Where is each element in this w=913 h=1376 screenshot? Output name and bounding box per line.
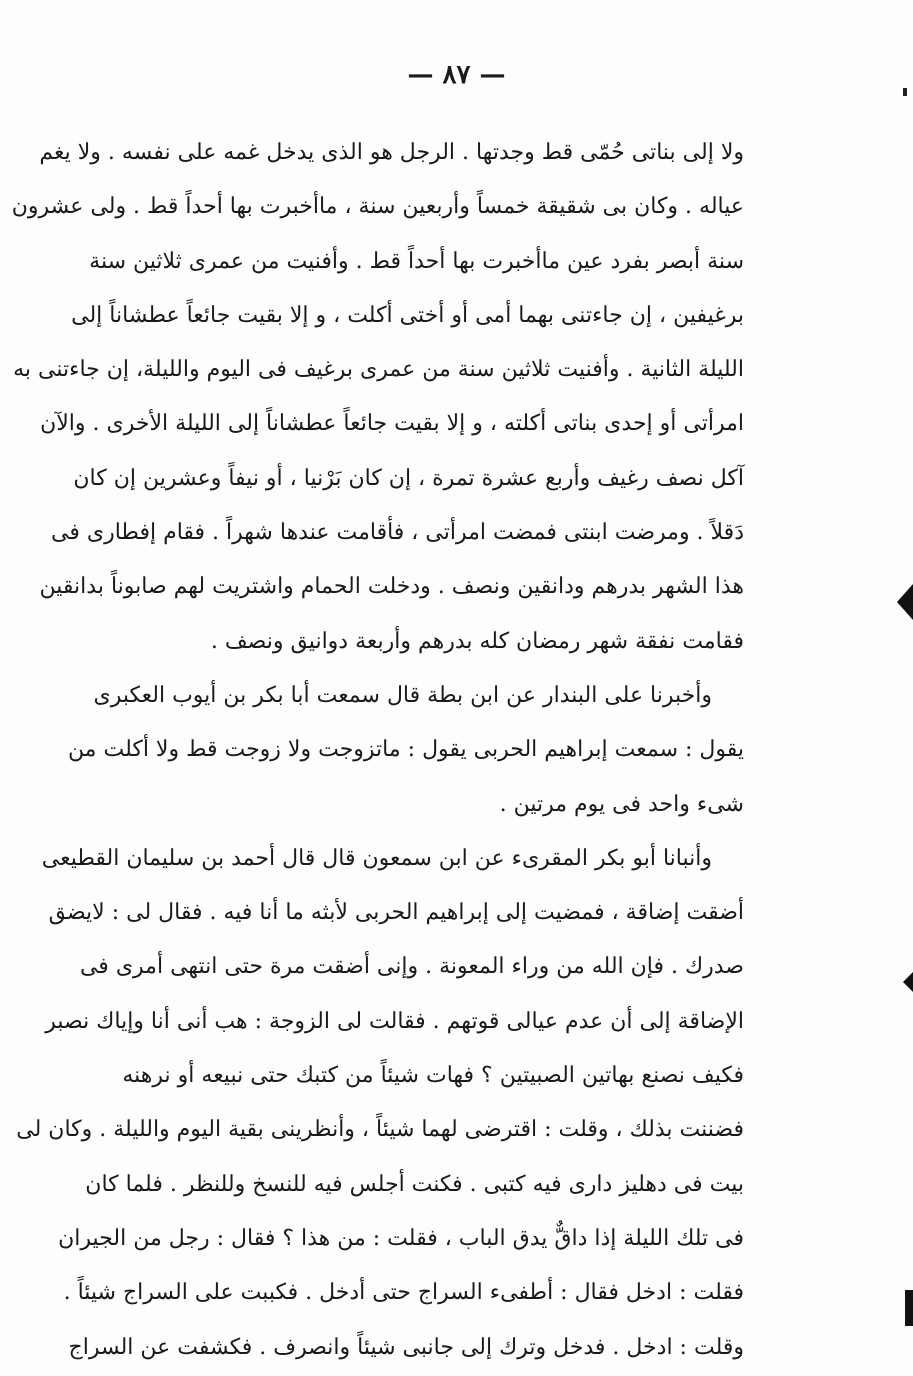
text-line: يقول : سمعت إبراهيم الحربى يقول : ماتزوجت ولا زوجت قط ولا أكلت من <box>67 737 744 763</box>
text-line: وقلت : ادخل . فدخل وترك إلى جانبى شيئاً وانصرف . فكشفت عن السراج <box>68 1334 744 1360</box>
text-line: هذا الشهر بدرهم ودانقين ونصف . ودخلت الحمام واشتريت لهم صابوناً بدانقين <box>39 574 744 600</box>
text-line: الإضاقة إلى أن عدم عيالى قوتهم . فقالت لى الزوجة : هب أنى أنا وإياك نصبر <box>45 1008 744 1034</box>
body-text <box>11 126 744 1375</box>
text-line: ولا إلى بناتى حُمّى قط وجدتها . الرجل هو الذى يدخل غمه على نفسه . ولا يغم <box>39 140 744 165</box>
scan-mark <box>903 88 907 96</box>
scan-edge-bar <box>905 1290 913 1326</box>
text-line: بيت فى دهليز دارى فيه كتبى . فكنت أجلس فيه للنسخ وللنظر . فلما كان <box>85 1171 744 1197</box>
page-number: — ٨٧ — <box>407 60 506 90</box>
text-line: فى تلك الليلة إذا داقٌّ يدق الباب ، فقلت : من هذا ؟ فقال : رجل من الجيران <box>58 1225 744 1251</box>
text-line: برغيفين ، إن جاءتنى بهما أمى أو أختى أكلت ، و إلا بقيت جائعاً عطشاناً إلى <box>71 302 744 328</box>
text-line: امرأتى أو إحدى بناتى أكلته ، و إلا بقيت جائعاً عطشاناً إلى الليلة الأخرى . والآن <box>40 411 744 437</box>
paragraph-first-line: وأخبرنا على البندار عن ابن بطة قال سمعت أبا بكر بن أيوب العكبرى <box>93 682 712 708</box>
text-line: فضننت بذلك ، وقلت : اقترضى لهما شيئاً ، وأنظرينى بقية اليوم والليلة . وكان لى <box>16 1117 744 1143</box>
text-line: شىء واحد فى يوم مرتين . <box>499 791 744 817</box>
text-line: فكيف نصنع بهاتين الصبيتين ؟ فهات شيئاً من كتبك حتى نبيعه أو نرهنه <box>122 1063 744 1089</box>
scan-edge-mark <box>897 584 913 620</box>
text-line: سنة أبصر بفرد عين ماأخبرت بها أحداً قط . وأفنيت من عمرى ثلاثين سنة <box>89 248 744 274</box>
text-line: فقامت نفقة شهر رمضان كله بدرهم وأربعة دوانيق ونصف . <box>210 628 744 654</box>
text-line: أضقت إضاقة ، فمضيت إلى إبراهيم الحربى لأبثه ما أنا فيه . فقال لى : لايضق <box>48 900 744 926</box>
text-line: الليلة الثانية . وأفنيت ثلاثين سنة من عمرى برغيف فى اليوم والليلة، إن جاءتنى به <box>13 357 744 383</box>
text-line: آكل نصف رغيف وأربع عشرة تمرة ، إن كان بَرْنيا ، أو نيفاً وعشرين إن كان <box>73 465 744 491</box>
text-line: صدرك . فإن الله من وراء المعونة . وإنى أضقت مرة حتى انتهى أمرى فى <box>79 954 744 980</box>
scan-edge-mark <box>903 972 913 992</box>
text-line: دَقلاً . ومرضت ابنتى فمضت امرأتى ، فأقامت عندها شهراً . فقام إفطارى فى <box>51 520 744 546</box>
paragraph-first-line: وأنبانا أبو بكر المقرىء عن ابن سمعون قال قال أحمد بن سليمان القطيعى <box>41 845 712 871</box>
text-line: عياله . وكان بى شقيقة خمساً وأربعين سنة ، ماأخبرت بها أحداً قط . ولى عشرون <box>11 194 744 220</box>
text-line: فقلت : ادخل فقال : أطفىء السراج حتى أدخل . فكببت على السراج شيئاً . <box>63 1280 744 1306</box>
